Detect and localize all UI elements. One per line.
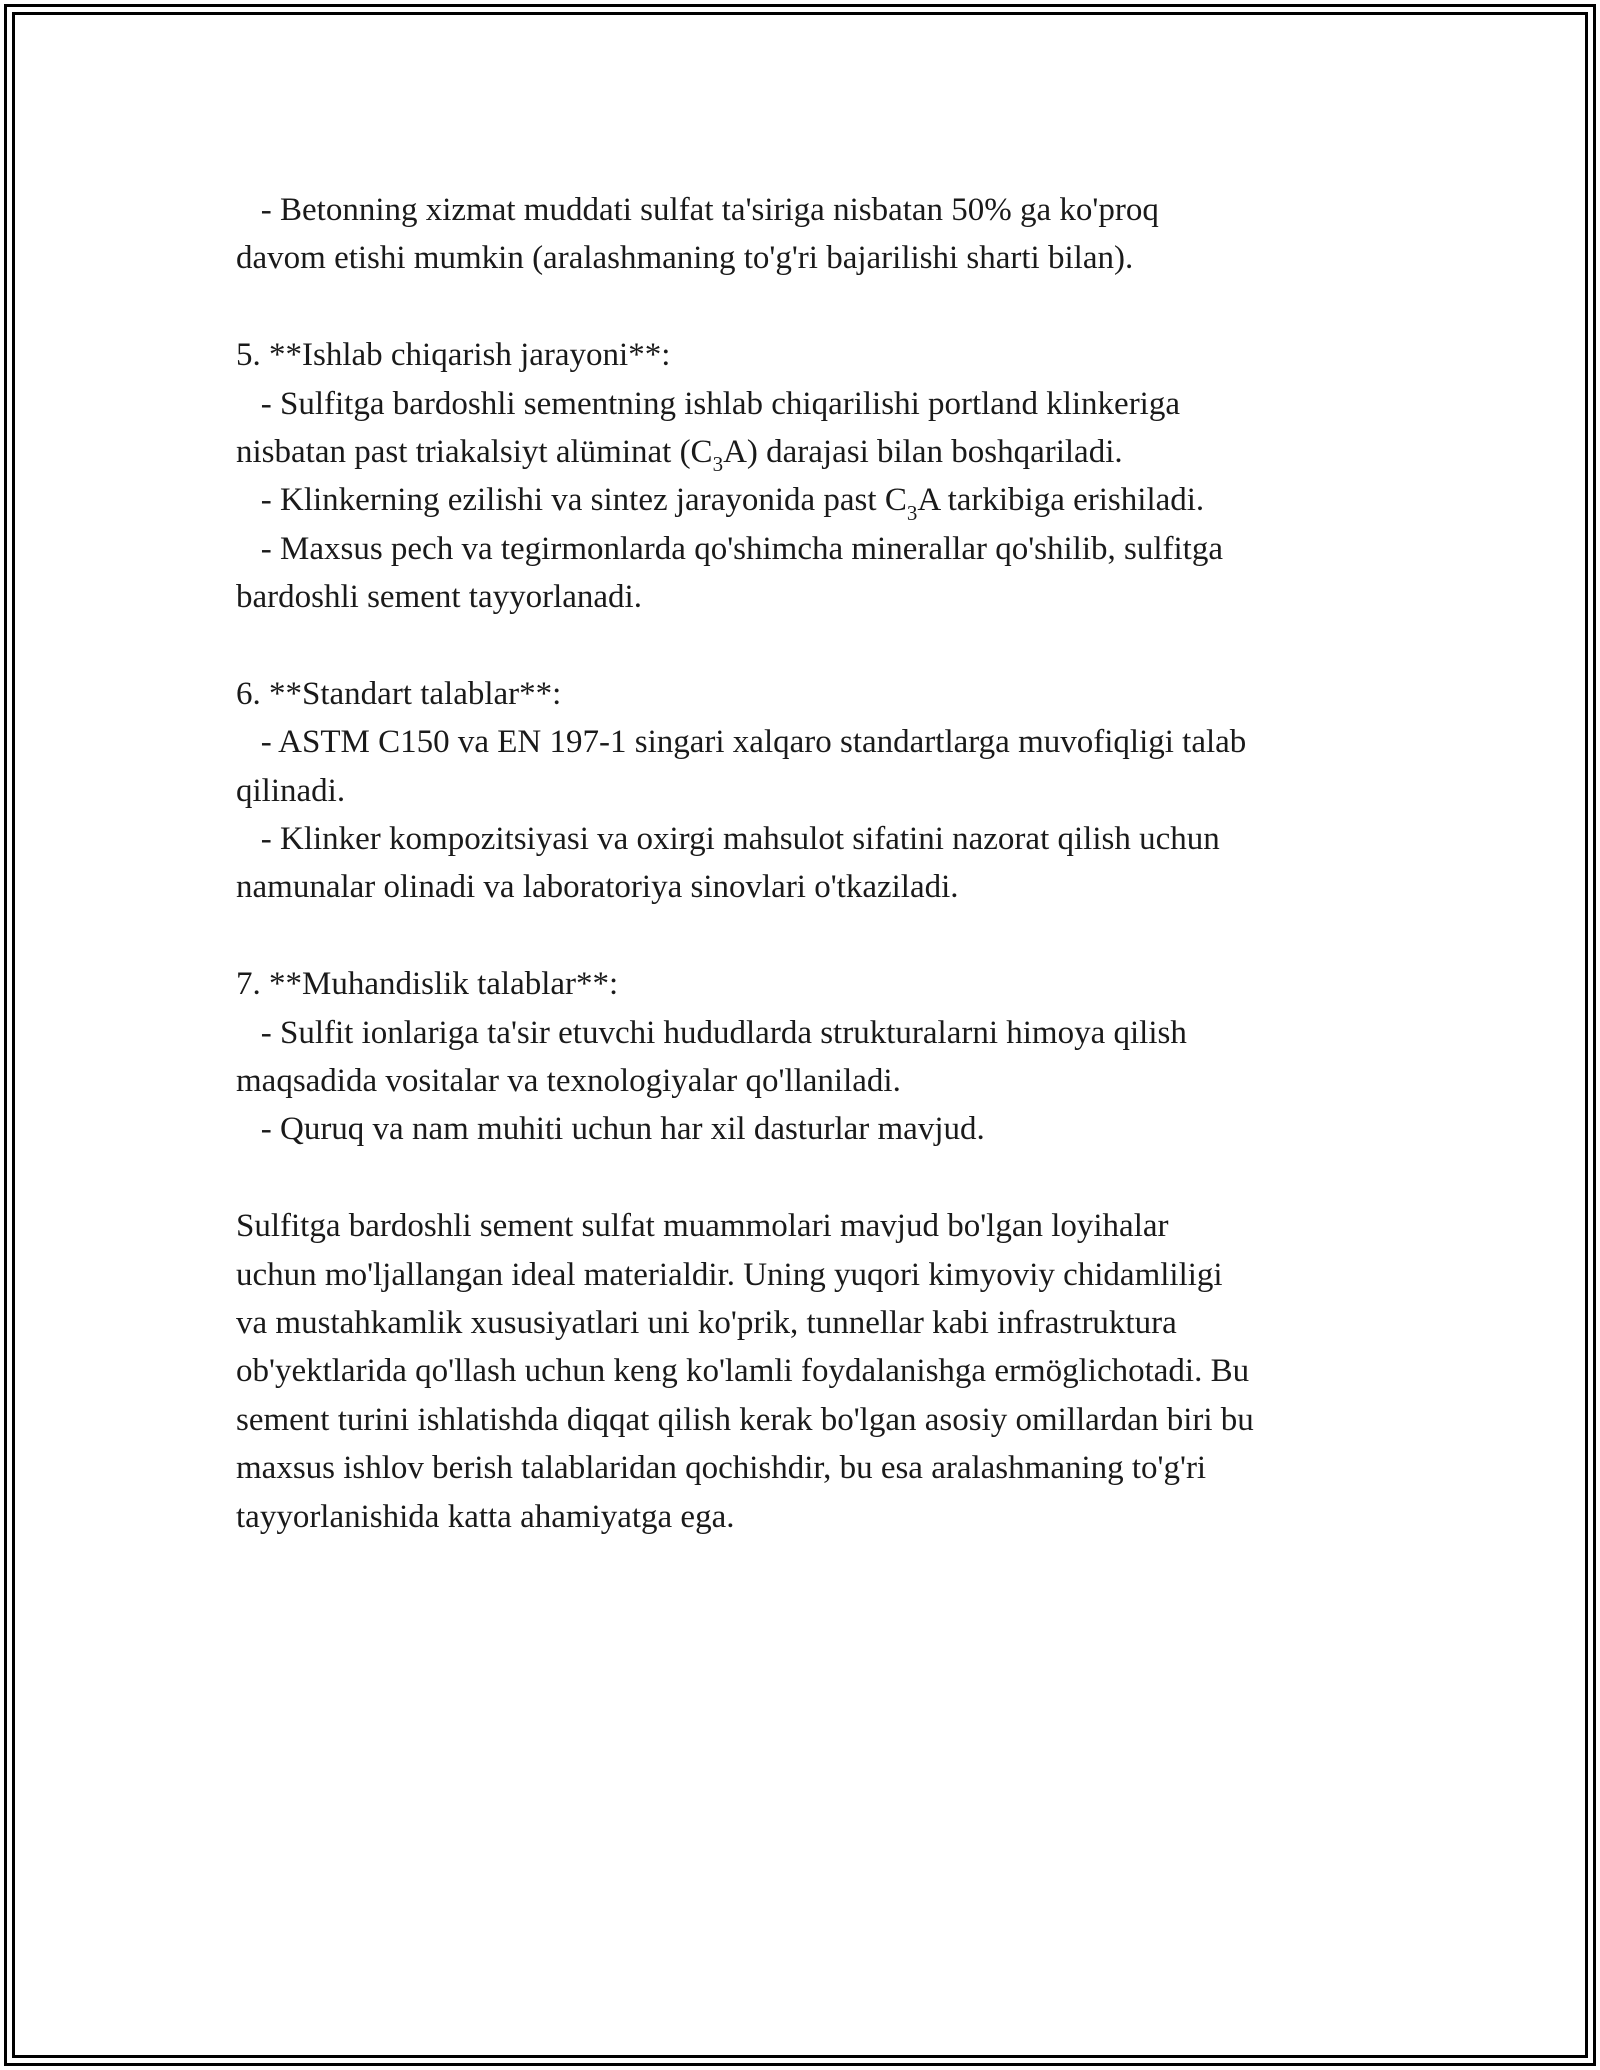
paragraph-gap bbox=[236, 1154, 1396, 1202]
text-line: qilinadi. bbox=[236, 772, 346, 809]
text-line: uchun mo'ljallangan ideal materialdir. Uning yuqori kimyoviy chidamliligi bbox=[236, 1256, 1223, 1293]
text-line: - ASTM C150 va EN 197-1 singari xalqaro standartlarga muvofiqligi talab bbox=[236, 724, 1247, 761]
paragraph-gap bbox=[236, 283, 1396, 331]
paragraph-gap bbox=[236, 912, 1396, 960]
text-line: ob'yektlarida qo'llash uchun keng ko'lamli foydalanishga ermöglichotadi. Bu bbox=[236, 1353, 1250, 1390]
text-line-formula bbox=[236, 476, 1396, 524]
text-line: Sulfitga bardoshli sement sulfat muammolari mavjud bo'lgan loyihalar bbox=[236, 1208, 1169, 1245]
text-fragment: A) darajasi bilan boshqariladi. bbox=[723, 433, 1123, 470]
text-line: maqsadida vositalar va texnologiyalar qo'llaniladi. bbox=[236, 1063, 901, 1100]
text-line: va mustahkamlik xususiyatlari uni ko'prik, tunnellar kabi infrastruktura bbox=[236, 1304, 1177, 1341]
text-line: tayyorlanishida katta ahamiyatga ega. bbox=[236, 1498, 735, 1535]
text-line: - Klinker kompozitsiyasi va oxirgi mahsulot sifatini nazorat qilish uchun bbox=[236, 821, 1220, 858]
text-line-formula bbox=[236, 428, 1396, 476]
text-line: davom etishi mumkin (aralashmaning to'g'ri bajarilishi sharti bilan). bbox=[236, 240, 1134, 277]
text-fragment: A tarkibiga erishiladi. bbox=[917, 482, 1205, 519]
section-heading: 5. **Ishlab chiqarish jarayoni**: bbox=[236, 337, 671, 374]
text-line: namunalar olinadi va laboratoriya sinovlari o'tkaziladi. bbox=[236, 869, 959, 906]
paragraph-gap bbox=[236, 622, 1396, 670]
text-line: - Quruq va nam muhiti uchun har xil dasturlar mavjud. bbox=[236, 1111, 985, 1148]
subscript: 3 bbox=[906, 500, 918, 525]
text-line: - Betonning xizmat muddati sulfat ta'siriga nisbatan 50% ga ko'proq bbox=[236, 192, 1159, 228]
section-heading: 7. **Muhandislik talablar**: bbox=[236, 966, 619, 1003]
text-line: sement turini ishlatishda diqqat qilish kerak bo'lgan asosiy omillardan biri bu bbox=[236, 1401, 1254, 1438]
document-body bbox=[236, 186, 1396, 1541]
text-line: - Sulfitga bardoshli sementning ishlab chiqarilishi portland klinkeriga bbox=[236, 385, 1180, 422]
text-line: maxsus ishlov berish talablaridan qochishdir, bu esa aralashmaning to'g'ri bbox=[236, 1450, 1207, 1487]
text-line: - Sulfit ionlariga ta'sir etuvchi hududlarda strukturalarni himoya qilish bbox=[236, 1014, 1187, 1051]
text-line: bardoshli sement tayyorlanadi. bbox=[236, 579, 642, 616]
text-line: - Maxsus pech va tegirmonlarda qo'shimcha minerallar qo'shilib, sulfitga bbox=[236, 530, 1223, 567]
section-heading: 6. **Standart talablar**: bbox=[236, 675, 562, 712]
text-fragment: nisbatan past triakalsiyt alüminat (C bbox=[236, 433, 713, 470]
text-fragment: - Klinkerning ezilishi va sintez jarayonida past C bbox=[236, 482, 907, 519]
subscript: 3 bbox=[712, 452, 724, 477]
